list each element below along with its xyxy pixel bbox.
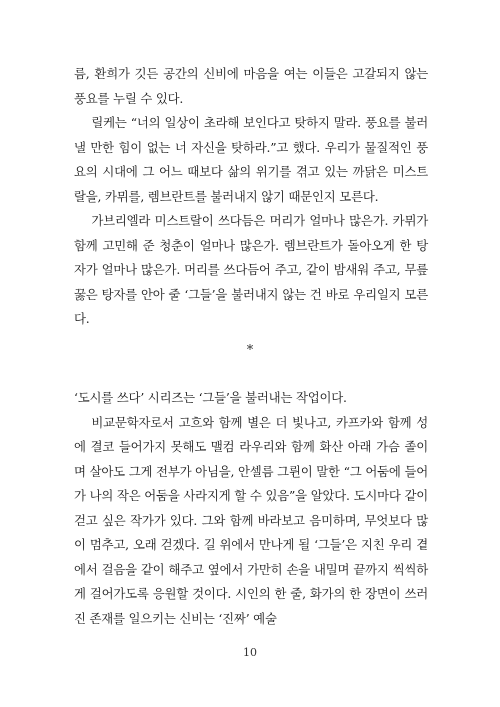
section-separator-asterisk: * — [246, 343, 254, 358]
body-text-section-one — [74, 62, 428, 332]
paragraph-series-intro: ‘도시를 쓰다’ 시리즈는 ‘그들’을 불러내는 작업이다. — [74, 390, 347, 405]
paragraph-gabriela-mistral: 가브리엘라 미스트랄이 쓰다듬은 머리가 얼마나 많은가. 카뮈가 함께 고민해 준 청춘이 얼마나 많은가. 렘브란트가 돌아오게 한 탕자가 얼마나 많은가. 머리를 쓰다듬어 주고, 같이 밤새워 주고, 무릎 꿇은 탕자를 안아 줄 ‘그들’을 불러내지 않는 건 바로 우리일지 모른다. — [74, 213, 428, 326]
paragraph-comparative-literature: 비교문학자로서 고흐와 함께 별은 더 빛나고, 카프카와 함께 성에 결코 들어가지 못해도 맬컴 라우리와 함께 화산 아래 가슴 졸이며 살아도 그게 전부가 아님을, 안셀름 그륀이 말한 “그 어둠에 들어가 나의 작은 어둠을 사라지게 할 수 있음”을 알았다. 도시마다 같이 걷고 싶은 작가가 있다. 그와 함께 바라보고 음미하며, 무엇보다 많이 멈추고, 오래 걷겠다. 길 위에서 만나게 될 ‘그들’은 지친 우리 곁에서 걸음을 같이 해주고 옆에서 가만히 손을 내밀며 끝까지 씩씩하게 걸어가도록 응원할 것이다. 시인의 한 줄, 화가의 한 장면이 쓰러진 존재를 일으키는 신비는 ‘진짜’ 예술 — [74, 414, 428, 626]
paragraph-rilke-quote: 릴케는 “너의 일상이 초라해 보인다고 탓하지 말라. 풍요를 불러낼 만한 힘이 없는 너 자신을 탓하라.”고 했다. 우리가 물질적인 풍요의 시대에 그 어느 때보다 삶의 위기를 겪고 있는 까닭은 미스트랄을, 카뮈를, 렘브란트를 불러내지 않기 때문인지 모른다. — [74, 115, 428, 204]
page-number: 10 — [243, 646, 257, 659]
body-text-section-two — [74, 386, 428, 631]
paragraph-continuation: 름, 환희가 깃든 공간의 신비에 마음을 여는 이들은 고갈되지 않는 풍요를 누릴 수 있다. — [74, 66, 428, 106]
